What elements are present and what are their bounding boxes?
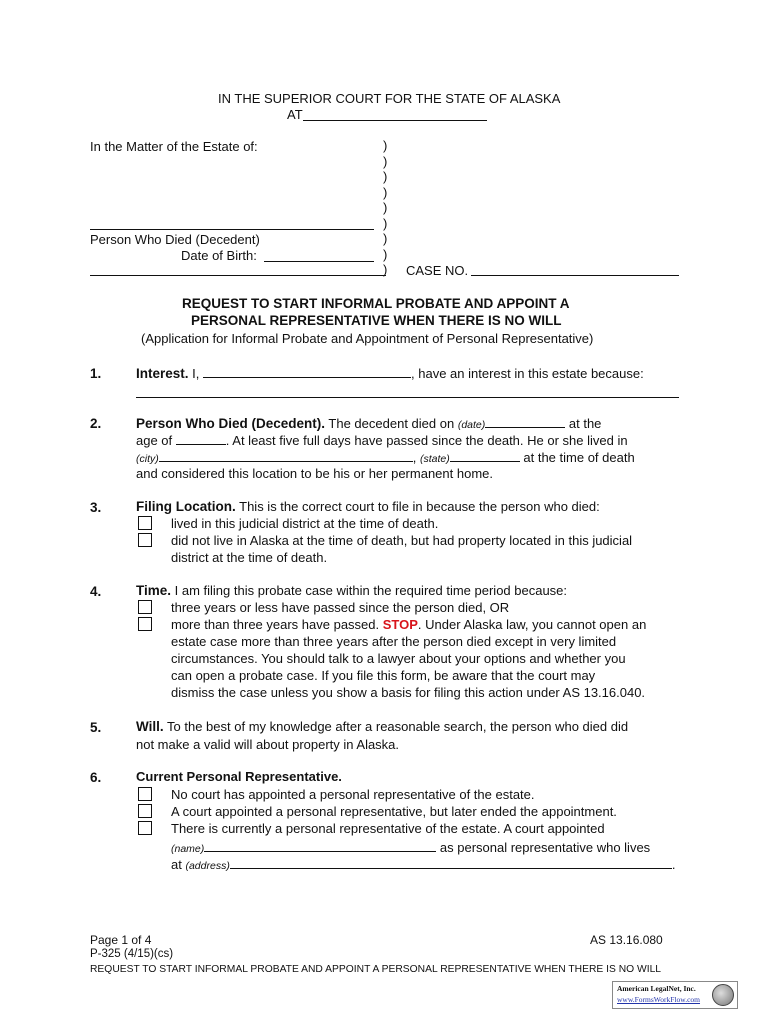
- section-6-number: 6.: [90, 770, 102, 785]
- brand-name: American LegalNet, Inc.: [617, 984, 696, 993]
- form-number: P-325 (4/15)(cs): [90, 948, 174, 960]
- time-option-2-line3: circumstances. You should talk to a lawyer about your options and whether you: [171, 651, 626, 666]
- stop-warning: STOP: [382, 617, 418, 632]
- dob-field[interactable]: [264, 261, 374, 262]
- filing-location-option-2b: district at the time of death.: [171, 550, 328, 565]
- filing-location-checkbox-1[interactable]: [138, 516, 152, 530]
- section-2-number: 2.: [90, 416, 102, 431]
- court-location-field[interactable]: [303, 120, 487, 121]
- section-3-line1: Filing Location. This is the correct court to file in because the person who died:: [136, 499, 600, 514]
- section-5-heading: Will.: [136, 719, 164, 734]
- section-2-line1: Person Who Died (Decedent). The decedent died on (date) at the: [136, 416, 602, 431]
- form-title-line1: REQUEST TO START INFORMAL PROBATE AND APPOINT A: [182, 296, 570, 311]
- section-1-number: 1.: [90, 366, 102, 381]
- pr-checkbox-1[interactable]: [138, 787, 152, 801]
- section-4-heading: Time.: [136, 583, 172, 598]
- section-5-line1: Will. To the best of my knowledge after a reasonable search, the person who died did: [136, 719, 629, 734]
- filing-location-checkbox-2[interactable]: [138, 533, 152, 547]
- footer-title: REQUEST TO START INFORMAL PROBATE AND APPOINT A PERSONAL REPRESENTATIVE WHEN THERE IS NO WILL: [90, 964, 662, 975]
- page-number: Page 1 of 4: [90, 933, 152, 947]
- section-1-heading: Interest.: [136, 366, 189, 381]
- time-option-2-line5: dismiss the case unless you show a basis for filing this action under AS 13.16.040.: [171, 685, 646, 700]
- time-option-2-line2: estate case more than three years after the person died except in very limited: [171, 634, 617, 649]
- section-2-line3: (city) , (state) at the time of death: [136, 450, 635, 465]
- section-3-heading: Filing Location.: [136, 499, 236, 514]
- filing-location-option-1: lived in this judicial district at the time of death.: [171, 516, 439, 531]
- form-subtitle: (Application for Informal Probate and Appointment of Personal Representative): [141, 331, 594, 346]
- decedent-label: Person Who Died (Decedent): [90, 232, 260, 247]
- case-no-label: CASE NO.: [406, 263, 469, 278]
- brand-url[interactable]: www.FormsWorkFlow.com: [617, 995, 701, 1004]
- section-4-line1: Time. I am filing this probate case within the required time period because:: [136, 583, 568, 598]
- section-2-heading: Person Who Died (Decedent).: [136, 416, 326, 431]
- section-5-line2: not make a valid will about property in Alaska.: [136, 737, 400, 752]
- time-checkbox-2[interactable]: [138, 617, 152, 631]
- form-title-line2: PERSONAL REPRESENTATIVE WHEN THERE IS NO WILL: [191, 313, 562, 328]
- court-title: IN THE SUPERIOR COURT FOR THE STATE OF ALASKA: [218, 91, 561, 106]
- pr-name-field[interactable]: [204, 839, 436, 852]
- pr-name-line: (name) as personal representative who lives: [171, 840, 651, 855]
- caption-bottom-line: [90, 275, 386, 276]
- matter-label: In the Matter of the Estate of:: [90, 139, 258, 154]
- section-2-line2: age of . At least five full days have passed since the death. He or she lived in: [136, 433, 628, 448]
- pr-address-line: at (address) .: [171, 857, 676, 872]
- section-6-heading: Current Personal Representative.: [136, 769, 342, 784]
- interest-name-field[interactable]: [203, 365, 411, 378]
- decedent-name-field[interactable]: [90, 229, 374, 230]
- interest-reason-field[interactable]: [136, 397, 679, 398]
- section-1-line: Interest. I, , have an interest in this estate because:: [136, 366, 644, 381]
- pr-checkbox-3[interactable]: [138, 821, 152, 835]
- section-3-number: 3.: [90, 500, 102, 515]
- statute-reference: AS 13.16.080: [590, 933, 663, 947]
- time-option-2-line1: more than three years have passed. STOP. Under Alaska law, you cannot open an: [171, 617, 647, 632]
- brand-box: [612, 981, 738, 1009]
- pr-option-2: A court appointed a personal representative, but later ended the appointment.: [171, 804, 617, 819]
- case-no-field[interactable]: [471, 275, 679, 276]
- court-location-label: AT: [287, 107, 303, 122]
- time-option-2-line4: can open a probate case. If you file this form, be aware that the court may: [171, 668, 596, 683]
- city-field[interactable]: [159, 449, 413, 462]
- pr-address-field[interactable]: [230, 856, 672, 869]
- dob-label: Date of Birth:: [181, 248, 257, 263]
- section-5-number: 5.: [90, 720, 102, 735]
- state-field[interactable]: [450, 449, 520, 462]
- pr-option-1: No court has appointed a personal representative of the estate.: [171, 787, 535, 802]
- section-2-line4: and considered this location to be his or her permanent home.: [136, 466, 493, 481]
- pr-option-3: There is currently a personal representative of the estate. A court appointed: [171, 821, 605, 836]
- time-option-1: three years or less have passed since the person died, OR: [171, 600, 510, 615]
- pr-checkbox-2[interactable]: [138, 804, 152, 818]
- age-field[interactable]: [176, 432, 226, 445]
- eagle-logo-icon: [712, 984, 734, 1006]
- filing-location-option-2a: did not live in Alaska at the time of death, but had property located in this judicial: [171, 533, 633, 548]
- section-4-number: 4.: [90, 584, 102, 599]
- time-checkbox-1[interactable]: [138, 600, 152, 614]
- death-date-field[interactable]: [485, 415, 565, 428]
